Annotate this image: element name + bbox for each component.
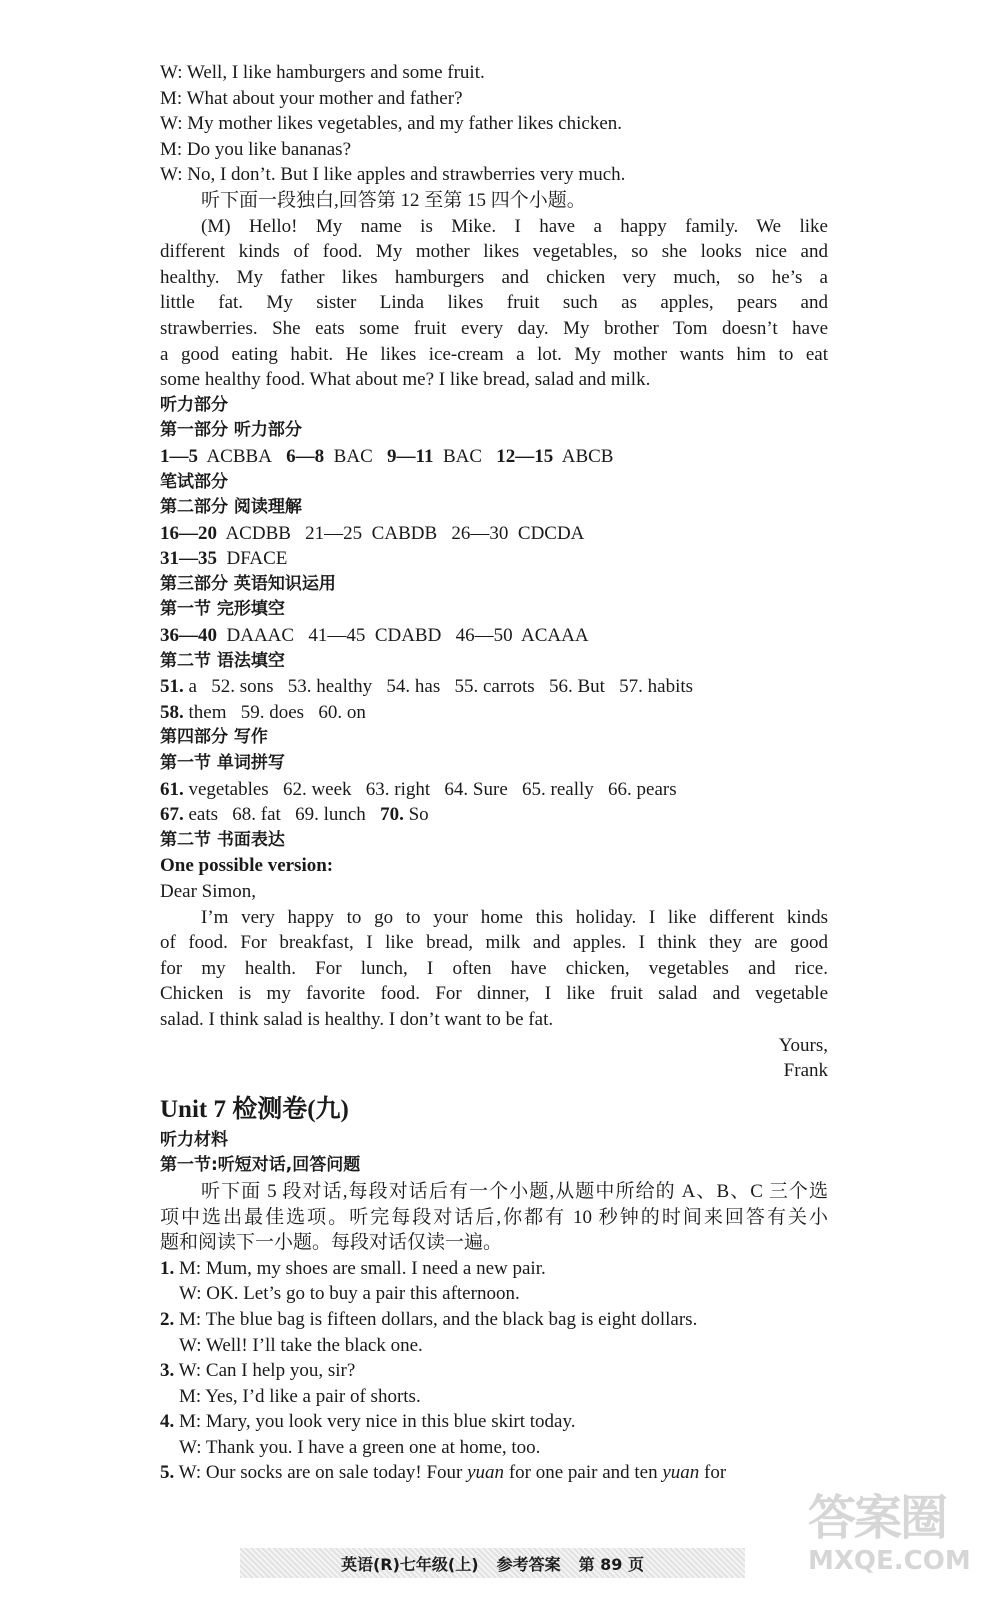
letter-line: of food. For breakfast, I like bread, milk and apples. I think they are good bbox=[160, 932, 828, 954]
dialogue-line: M: What about your mother and father? bbox=[160, 87, 463, 109]
page-footer bbox=[240, 1548, 745, 1578]
question-3 bbox=[160, 1358, 828, 1409]
letter-closing: Yours, bbox=[778, 1034, 828, 1056]
instructions bbox=[160, 1179, 828, 1256]
dialogue-line: M: The blue bag is fifteen dollars, and the black bag is eight dollars. bbox=[179, 1308, 698, 1330]
dialogue-text: W: Our socks are on sale today! Four bbox=[178, 1462, 468, 1484]
dialogue-line: W: Can I help you, sir? bbox=[178, 1360, 356, 1382]
dialogue-top bbox=[160, 60, 828, 188]
question-number: 1. bbox=[160, 1257, 175, 1279]
answer-row: 36—40 DAAAC 41—45 CDABD 46—50 ACAAA bbox=[160, 625, 589, 647]
section-heading: 第一部分 听力部分 bbox=[160, 420, 302, 441]
letter-body bbox=[160, 905, 828, 1033]
page-content bbox=[160, 60, 828, 1486]
letter-line: I’m very happy to go to your home this holiday. I like different kinds bbox=[201, 906, 828, 928]
monologue-line: healthy. My father likes hamburgers and chicken very much, so he’s a bbox=[160, 266, 828, 288]
section-heading: 第一节 完形填空 bbox=[160, 599, 285, 620]
question-1 bbox=[160, 1256, 828, 1307]
instruction-line: 项中选出最佳选项。听完每段对话后,你都有 10 秒钟的时间来回答有关小 bbox=[160, 1206, 828, 1228]
letter-line: for my health. For lunch, I often have chicken, vegetables and rice. bbox=[160, 957, 828, 979]
dialogue-line: W: Well! I’ll take the black one. bbox=[179, 1334, 423, 1356]
footer-section: 参考答案 bbox=[496, 1554, 561, 1574]
footer-subject: 英语(R)七年级(上) bbox=[340, 1554, 479, 1574]
dialogue-line: M: Yes, I’d like a pair of shorts. bbox=[179, 1385, 421, 1407]
question-number: 5. bbox=[160, 1462, 175, 1484]
dialogue-line: W: Well, I like hamburgers and some fruit. bbox=[160, 62, 485, 83]
answer-row: 31—35 DFACE bbox=[160, 548, 288, 570]
watermark-logo bbox=[808, 1490, 984, 1590]
section-heading: 第三部分 英语知识运用 bbox=[160, 573, 336, 594]
dialogue-text: for one pair and ten bbox=[504, 1462, 663, 1484]
answer-row: 67. eats 68. fat 69. lunch 70. So bbox=[160, 804, 429, 826]
instruction-line: 题和阅读下一小题。每段对话仅读一遍。 bbox=[160, 1232, 503, 1254]
currency-word: yuan bbox=[662, 1462, 700, 1484]
monologue-line: different kinds of food. My mother likes vegetables, so she looks nice and bbox=[160, 241, 828, 263]
letter-signature: Frank bbox=[783, 1060, 828, 1082]
question-number: 4. bbox=[160, 1411, 175, 1433]
dialogue-line: W: No, I don’t. But I like apples and strawberries very much. bbox=[160, 164, 626, 186]
monologue-line: little fat. My sister Linda likes fruit such as apples, pears and bbox=[160, 292, 828, 314]
currency-word: yuan bbox=[467, 1462, 505, 1484]
question-4 bbox=[160, 1409, 828, 1460]
footer-page-number: 第 89 页 bbox=[578, 1554, 644, 1574]
section-heading: 听力部分 bbox=[160, 394, 228, 415]
dialogue-line: W: Thank you. I have a green one at home, too. bbox=[179, 1436, 541, 1458]
monologue bbox=[160, 214, 828, 393]
section-heading: 第四部分 写作 bbox=[160, 727, 268, 748]
dialogue-line: W: My mother likes vegetables, and my father likes chicken. bbox=[160, 113, 623, 135]
question-2 bbox=[160, 1307, 828, 1358]
version-label: One possible version: bbox=[160, 855, 334, 877]
dialogue-line: M: Do you like bananas? bbox=[160, 138, 352, 160]
letter-line: salad. I think salad is healthy. I don’t want to be fat. bbox=[160, 1008, 554, 1030]
question-5 bbox=[160, 1460, 828, 1486]
answer-row: 1—5 ACBBA 6—8 BAC 9—11 BAC 12—15 ABCB bbox=[160, 445, 614, 467]
monologue-line: strawberries. She eats some fruit every day. My brother Tom doesn’t have bbox=[160, 317, 828, 339]
question-number: 2. bbox=[160, 1308, 175, 1330]
letter-line: Chicken is my favorite food. For dinner, I like fruit salad and vegetable bbox=[160, 983, 828, 1005]
dialogue-line: W: OK. Let’s go to buy a pair this afternoon. bbox=[179, 1283, 520, 1305]
answer-row: 16—20 ACDBB 21—25 CABDB 26—30 CDCDA bbox=[160, 522, 585, 544]
answer-row: 61. vegetables 62. week 63. right 64. Sure 65. really 66. pears bbox=[160, 778, 677, 800]
monologue-intro: 听下面一段独白,回答第 12 至第 15 四个小题。 bbox=[201, 189, 586, 211]
dialogue-line: M: Mum, my shoes are small. I need a new pair. bbox=[179, 1257, 546, 1279]
dialogue-text: for bbox=[699, 1462, 727, 1484]
answer-row: 58. them 59. does 60. on bbox=[160, 701, 366, 723]
answer-row: 51. a 52. sons 53. healthy 54. has 55. carrots 56. But 57. habits bbox=[160, 676, 694, 698]
section-heading: 第二部分 阅读理解 bbox=[160, 497, 302, 518]
watermark-url: MXQE.COM bbox=[808, 1546, 971, 1576]
monologue-line: some healthy food. What about me? I like bread, salad and milk. bbox=[160, 369, 651, 391]
monologue-line: (M) Hello! My name is Mike. I have a happy family. We like bbox=[201, 215, 828, 237]
section-heading: 第一节:听短对话,回答问题 bbox=[160, 1155, 361, 1176]
section-heading: 第二节 语法填空 bbox=[160, 650, 285, 671]
watermark-text: 答案圈 bbox=[808, 1490, 947, 1546]
monologue-line: a good eating habit. He likes ice-cream a lot. My mother wants him to eat bbox=[160, 343, 828, 365]
section-heading: 第二节 书面表达 bbox=[160, 829, 285, 850]
question-number: 3. bbox=[160, 1360, 175, 1382]
dialogue-line: M: Mary, you look very nice in this blue skirt today. bbox=[179, 1411, 576, 1433]
section-heading: 听力材料 bbox=[160, 1129, 228, 1150]
letter-salutation: Dear Simon, bbox=[160, 881, 257, 902]
instruction-line: 听下面 5 段对话,每段对话后有一个小题,从题中所给的 A、B、C 三个选 bbox=[201, 1180, 828, 1202]
section-heading: 第一节 单词拼写 bbox=[160, 753, 285, 774]
unit-title: Unit 7 检测卷(九) bbox=[160, 1095, 349, 1123]
section-heading: 笔试部分 bbox=[160, 471, 228, 492]
